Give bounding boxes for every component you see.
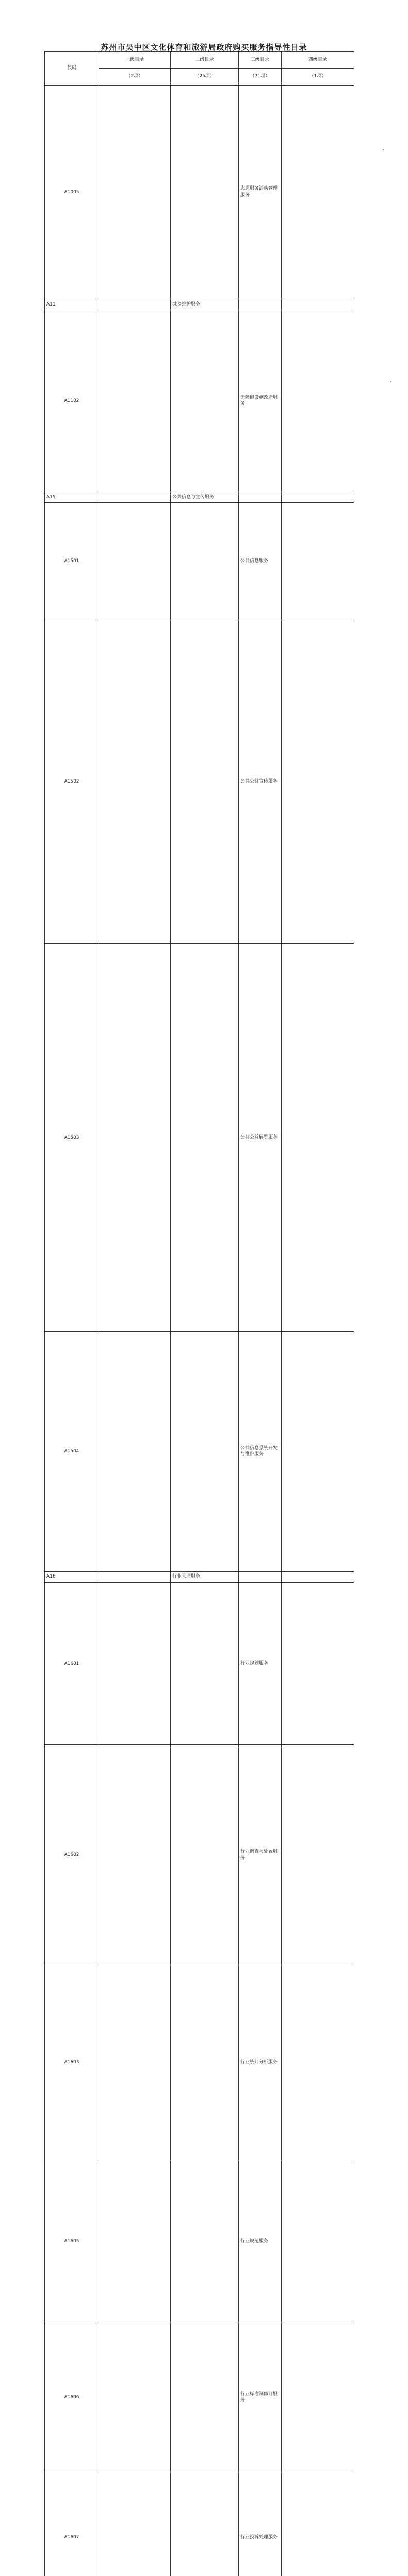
service-catalog-table [44, 51, 354, 2576]
row-code: A15 [45, 492, 99, 503]
row-level4 [282, 2472, 354, 2576]
table-row [45, 620, 354, 944]
row-level4 [282, 944, 354, 1332]
row-level1 [99, 1582, 171, 1745]
row-level2 [171, 1332, 239, 1572]
row-level1 [99, 503, 171, 620]
row-level3: 行业规划服务 [239, 1582, 282, 1745]
row-level1 [99, 2160, 171, 2323]
header-level2: 二级目录 [171, 52, 239, 69]
header-level4-count: （1项） [282, 68, 354, 85]
table-row [45, 503, 354, 620]
table-row [45, 492, 354, 503]
table-row [45, 1332, 354, 1572]
table-row [45, 944, 354, 1332]
row-code: A1502 [45, 620, 99, 944]
row-level2 [171, 2472, 239, 2576]
row-level2 [171, 1582, 239, 1745]
row-level1 [99, 1571, 171, 1582]
header-level2-count: （25项） [171, 68, 239, 85]
row-level3: 行业规范服务 [239, 2160, 282, 2323]
row-level4 [282, 1332, 354, 1572]
row-level4 [282, 1571, 354, 1582]
table-row [45, 1745, 354, 1965]
table-row [45, 1965, 354, 2160]
row-level3 [239, 1571, 282, 1582]
table-row [45, 299, 354, 310]
table-header-row [45, 52, 354, 69]
row-code: A11 [45, 299, 99, 310]
page-title: 苏州市吴中区文化体育和旅游局政府购买服务指导性目录 [0, 42, 408, 53]
row-level4 [282, 620, 354, 944]
table-row [45, 2323, 354, 2472]
row-level2 [171, 944, 239, 1332]
row-level4 [282, 310, 354, 492]
row-level1 [99, 492, 171, 503]
row-code: A1504 [45, 1332, 99, 1572]
row-level2 [171, 503, 239, 620]
row-level1 [99, 2472, 171, 2576]
row-level3 [239, 492, 282, 503]
row-code: A1005 [45, 85, 99, 299]
header-level3-count: （71项） [239, 68, 282, 85]
row-code: A1607 [45, 2472, 99, 2576]
row-code: A1603 [45, 1965, 99, 2160]
row-level3: 行业标准制修订服务 [239, 2323, 282, 2472]
row-level2 [171, 1745, 239, 1965]
row-code: A1605 [45, 2160, 99, 2323]
header-level1: 一级目录 [99, 52, 171, 69]
table-row [45, 1582, 354, 1745]
row-level4 [282, 2323, 354, 2472]
row-level3 [239, 299, 282, 310]
table-row [45, 85, 354, 299]
row-level4 [282, 1745, 354, 1965]
header-level1-count: （2项） [99, 68, 171, 85]
row-level2 [171, 1965, 239, 2160]
table-row [45, 1571, 354, 1582]
row-level2 [171, 310, 239, 492]
row-level2: 公共信息与宣传服务 [171, 492, 239, 503]
row-level4 [282, 1965, 354, 2160]
table-row [45, 2472, 354, 2576]
row-code: A1602 [45, 1745, 99, 1965]
row-level2: 行业管理服务 [171, 1571, 239, 1582]
table-row [45, 2160, 354, 2323]
row-level3: 志愿服务活动管理服务 [239, 85, 282, 299]
row-level1 [99, 1965, 171, 2160]
row-level3: 公共公益宣传服务 [239, 620, 282, 944]
row-level1 [99, 299, 171, 310]
row-code: A1606 [45, 2323, 99, 2472]
header-code: 代码 [45, 52, 99, 86]
row-level4 [282, 492, 354, 503]
row-level1 [99, 1745, 171, 1965]
header-level3: 三级目录 [239, 52, 282, 69]
row-level1 [99, 620, 171, 944]
row-level1 [99, 2323, 171, 2472]
row-code: A1503 [45, 944, 99, 1332]
row-level4 [282, 299, 354, 310]
row-level3: 行业调查与处置服务 [239, 1745, 282, 1965]
row-level1 [99, 944, 171, 1332]
row-level2 [171, 85, 239, 299]
row-level3: 行业统计分析服务 [239, 1965, 282, 2160]
row-level3: 公共公益展览服务 [239, 944, 282, 1332]
row-level4 [282, 85, 354, 299]
row-level1 [99, 1332, 171, 1572]
row-level4 [282, 1582, 354, 1745]
row-level3: 公共信息服务 [239, 503, 282, 620]
scan-speck [383, 149, 384, 150]
scan-speck [390, 381, 391, 382]
row-level1 [99, 85, 171, 299]
table-row [45, 310, 354, 492]
row-level4 [282, 2160, 354, 2323]
row-code: A1501 [45, 503, 99, 620]
row-level2 [171, 620, 239, 944]
row-code: A1601 [45, 1582, 99, 1745]
row-code: A1102 [45, 310, 99, 492]
row-level2 [171, 2323, 239, 2472]
header-level4: 四级目录 [282, 52, 354, 69]
row-level1 [99, 310, 171, 492]
row-level4 [282, 503, 354, 620]
row-level3: 行业投诉处理服务 [239, 2472, 282, 2576]
row-level2 [171, 2160, 239, 2323]
row-level3: 无障碍设施改造服务 [239, 310, 282, 492]
row-code: A16 [45, 1571, 99, 1582]
row-level3: 公共信息系统开发与维护服务 [239, 1332, 282, 1572]
row-level2: 城乡维护服务 [171, 299, 239, 310]
